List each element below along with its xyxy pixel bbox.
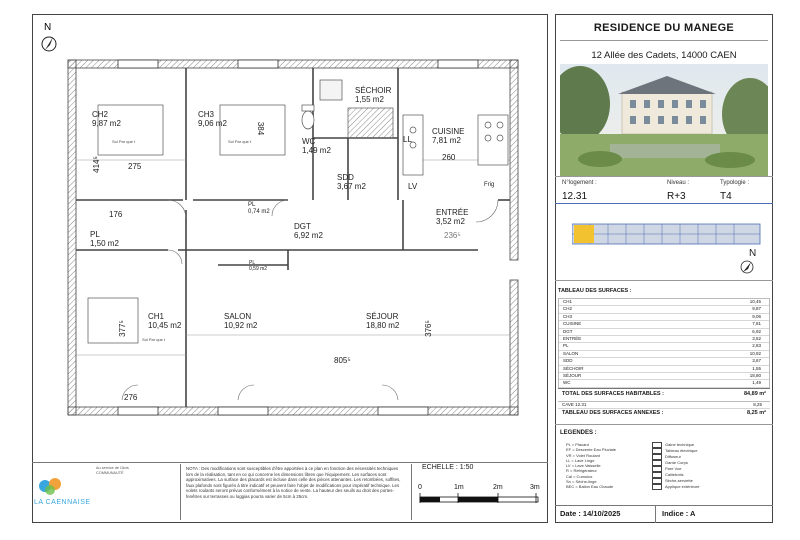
room-label-sdd: SDD 3,67 m2 [337,173,366,191]
floor-note-ch3: Sol Par que t [228,139,252,144]
scale-title: ECHELLE : 1:50 [422,464,474,471]
residence-address: 12 Allée des Cadets, 14000 CAEN [591,50,737,61]
cave-row: CAVE 12.31 8,25 [558,401,770,409]
legend-item: Sn = Séche-linge [566,479,597,485]
dim-cuisine-width: 260 [442,153,456,162]
surface-room: SÉCHOIR [563,365,584,371]
floor-plan [58,50,528,430]
room-label-sechoir: SÉCHOIR 1,55 m2 [355,86,392,104]
room-label-pl-salon: PL 0,59 m2 [249,260,268,272]
room-label-cuisine: CUISINE 7,81 m2 [432,127,465,145]
logo-text: LA CAENNAISE [34,499,91,506]
typologie-label: Typologie : [720,180,750,186]
legend-left-list [566,442,646,490]
plan-date: Date : 14/10/2025 [560,509,621,518]
kitchen-hob-icon [403,115,508,175]
surface-room: ENTRÉE [563,336,582,342]
dim-sejour-height: 376⁵ [423,320,433,337]
level-location-plan [572,222,762,246]
surface-value: 1,49 [752,380,761,386]
legend-item: EF = Descente Eau Pluviale [566,447,616,453]
surface-room: SALON [563,350,579,356]
legend-item: Sèche-serviette [652,478,762,484]
surface-room: SDD [563,358,573,364]
surface-room: CH1 [563,299,573,304]
surface-value: 3,67 [752,358,761,364]
floor-note-ch2: Sol Par que t [112,139,136,144]
legend-swatch-icon [652,484,662,490]
floor-note-ch1: Sol Par que t [142,337,166,342]
scale-tick-2: 2m [493,484,503,491]
dim-ch2-height: 414⁵ [91,156,101,173]
dim-ch2-width: 275 [128,162,142,171]
surface-value: 1,55 [752,365,761,371]
fixture-ll: LL [403,135,412,144]
surface-value: 6,92 [752,328,761,334]
scale-tick-3: 3m [530,484,540,491]
surface-row [559,358,769,365]
annex-surfaces-row: TABLEAU DES SURFACES ANNEXES : 8,25 m² [562,410,766,417]
dim-ch3-height: 384 [256,121,266,136]
legend-title: LEGENDES : [560,430,597,436]
dim-ch1-height: 377⁵ [117,320,127,337]
room-label-pl: PL 1,50 m2 [90,230,119,248]
niveau-value: R+3 [667,191,686,202]
legend-item: Gaine technique [652,442,762,448]
room-label-salon: SALON 10,92 m2 [224,312,258,330]
total-surfaces-row: TOTAL DES SURFACES HABITABLES : 84,89 m² [558,388,770,399]
scale-tick-0: 0 [418,484,422,491]
fixture-frig: Frig [484,182,495,188]
legend-item: Cal = Cumulus [566,473,593,479]
surface-value: 2,83 [752,343,761,349]
legend-item: Garde Corps [652,460,762,466]
north-label-small: N [749,248,757,259]
plan-index: Indice : A [662,509,696,518]
legend-item: Pare Vue [652,466,762,472]
surface-value: 9,06 [752,313,761,319]
north-label: N [44,22,52,33]
surface-row [559,380,769,387]
room-label-ch3: CH3 9,06 m2 [198,110,227,128]
surface-room: CUISINE [563,321,582,327]
dim-entree-width: 236⁵ [444,231,461,240]
surface-value: 7,81 [752,321,761,327]
surface-row [559,351,769,358]
nota-text: NOTA : Des modifications sont susceptibles d'être apportées à ce plan en fonction des nécessités techniques lors de la réalisation, tant en ce qui concerne les dimensions libres que l'équipement. Les surfaces sont approximatives. La surface des placards est incluse dans celle des pièces attenantes. Les retombées, soffites, faux plafonds sont figurés à titre indicatif et peuvent faire l'objet de modifications pour impératif technique. Les volets roulants seront prévus conformément à la notice de vente. La hauteur des seuils au droit des portes-fenêtres sur terrasses ou loggias pourra varier de 5cm à 25cm. [186,466,401,499]
footer-divider [32,462,548,463]
legend-item: PL = Placard [566,442,589,447]
niveau-label: Niveau : [667,180,690,186]
legend-right-list [652,442,762,490]
scale-tick-1: 1m [454,484,464,491]
surface-row [559,299,769,306]
surface-row [559,373,769,380]
surface-row [559,314,769,321]
legend-item: VR = Volet Roulant [566,452,600,458]
dim-ch1-width: 276 [124,393,138,402]
room-label-entree: ENTRÉE 3,52 m2 [436,208,469,226]
surface-value: 9,87 [752,306,761,312]
legend-item: BEC = Ballon Eau Chaude [566,484,614,490]
surface-room: PL [563,343,569,349]
residence-title: RESIDENCE DU MANEGE [593,22,735,34]
legend-item: LL = Lave Linge [566,457,595,463]
dim-total-width: 805⁵ [334,356,351,365]
surface-row [559,321,769,328]
room-label-wc: WC 1,49 m2 [302,137,331,155]
dim-pl-width: 176 [109,210,123,219]
toilet-icon [302,105,314,129]
scale-bar [418,475,544,515]
surface-room: CH3 [563,313,573,319]
surface-value: 3,52 [752,336,761,342]
room-label-ch2: CH2 9,87 m2 [92,110,121,128]
legend-item: LV = Lave Vaisselle [566,463,601,469]
north-arrow-small-icon [738,258,756,276]
room-label-sejour: SÉJOUR 18,80 m2 [366,312,400,330]
surface-room: SÉJOUR [563,373,582,379]
nota-box [180,464,412,520]
surface-value: 10,45 [749,299,761,304]
surface-row [559,343,769,350]
surface-row [559,329,769,336]
north-arrow-icon [38,20,60,54]
surface-value: 18,80 [749,373,761,379]
room-label-dgt: DGT 6,92 m2 [294,222,323,240]
surface-row [559,336,769,343]
caennaise-logo-icon [36,474,66,496]
logo-subtext: Au service de l'Avis COMMUNAUTÉ [96,466,129,475]
surfaces-table [558,288,770,417]
surface-row [559,366,769,373]
surface-room: DGT [563,328,573,334]
surface-room: CH2 [563,306,573,312]
surface-value: 10,92 [749,350,761,356]
legend-item: Applique extérieure [652,484,762,490]
room-label-pl-small: PL 0,74 m2 [248,202,270,215]
room-label-ch1: CH1 10,45 m2 [148,312,182,330]
fixture-lv: LV [408,182,418,191]
legend-item: Tableau électrique [652,448,762,454]
legend-item: Diffuseur [652,454,762,460]
surface-room: WC [563,380,571,386]
legend-item: R = Réfrigérateur [566,468,597,474]
logement-label: N°logement : [562,180,597,186]
surfaces-title: TABLEAU DES SURFACES : [558,288,632,294]
legend-item: Caillebotis [652,472,762,478]
typologie-value: T4 [720,191,732,202]
surface-row [559,306,769,313]
building-photo [560,64,768,176]
logement-value: 12.31 [562,191,588,202]
